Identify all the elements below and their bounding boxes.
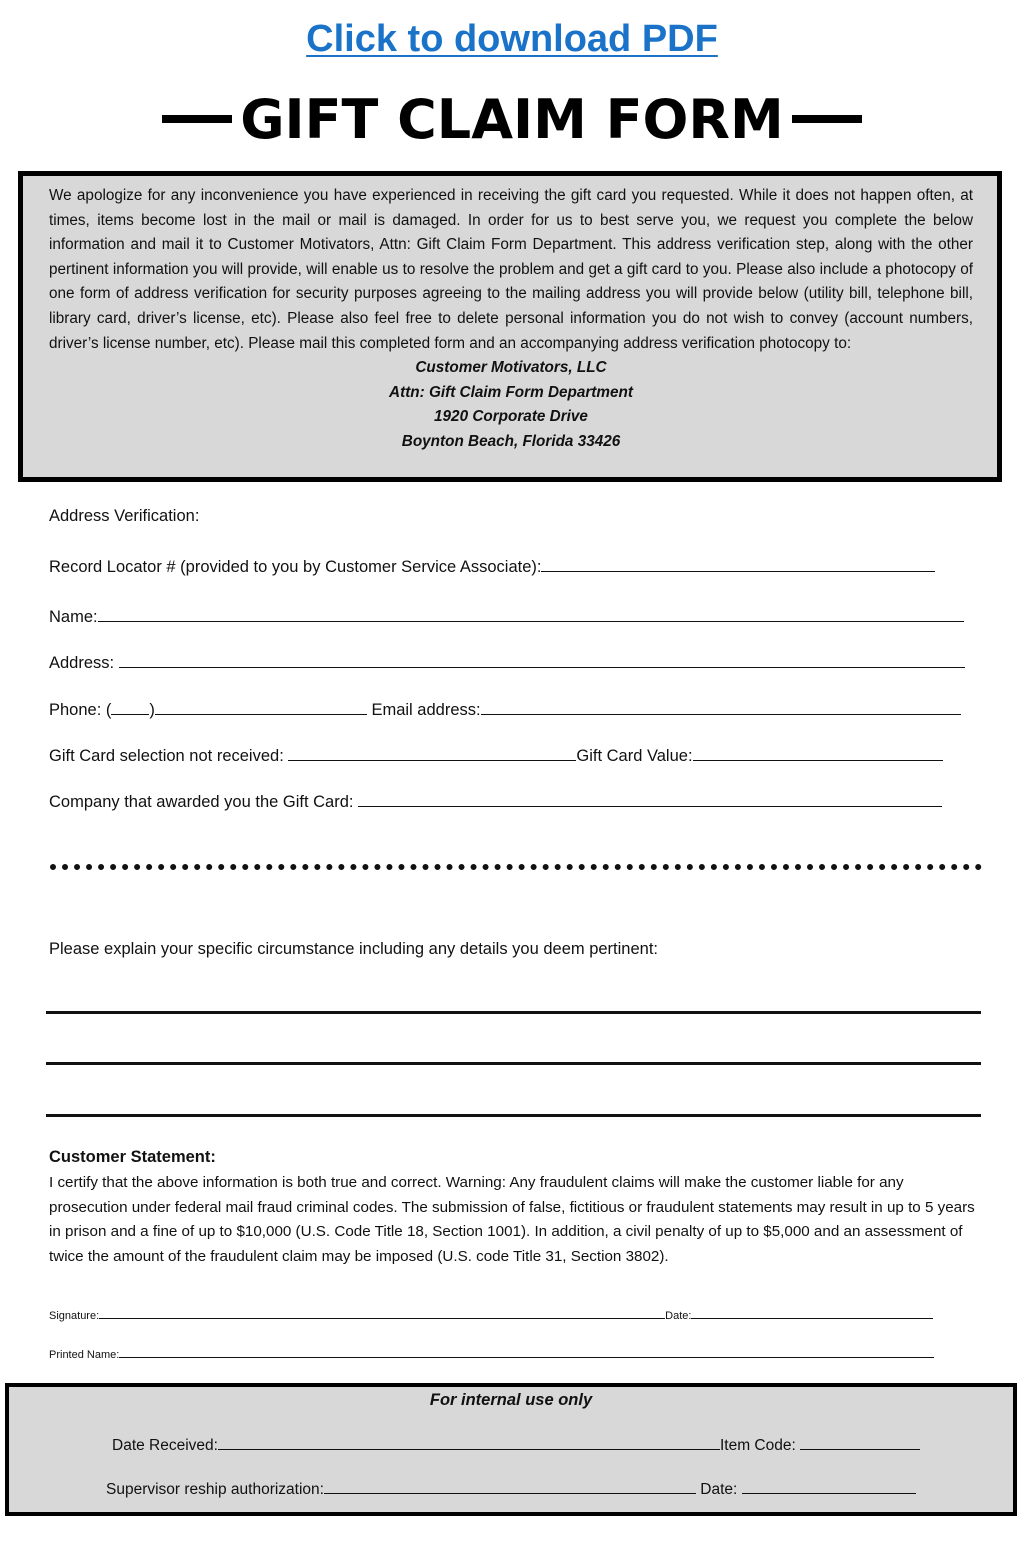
customer-statement [49,1148,979,1269]
gift-card-field [49,746,943,766]
address-company: Customer Motivators, LLC [415,359,607,377]
explain-line-3[interactable] [46,1114,981,1117]
internal-date-label: Date: [695,1481,742,1498]
item-code-label: Item Code: [719,1437,801,1454]
address-field [49,653,965,673]
address-input[interactable] [119,653,965,668]
intro-box [18,171,1002,482]
name-input[interactable] [98,607,964,622]
supervisor-input[interactable] [324,1479,696,1494]
item-code-input[interactable] [800,1435,920,1450]
internal-date-input[interactable] [742,1479,916,1494]
company-label: Company that awarded you the Gift Card: [49,793,359,811]
supervisor-row [106,1479,916,1499]
explain-line-2[interactable] [46,1062,981,1065]
gift-card-not-received-label: Gift Card selection not received: [49,747,289,765]
printed-name-label: Printed Name: [49,1349,120,1361]
signature-row [49,1309,933,1322]
internal-use-box [5,1383,1017,1516]
email-label: Email address: [366,701,481,719]
page-title: GIFT CLAIM FORM [240,87,784,151]
phone-email-field [49,700,961,720]
name-label: Name: [49,608,98,626]
address-city: Boynton Beach, Florida 33426 [401,432,621,450]
mailing-address [49,356,973,454]
signature-date-label: Date: [665,1310,692,1322]
download-pdf-link[interactable]: Click to download PDF [306,18,718,60]
signature-date-input[interactable] [691,1309,933,1319]
date-received-row [112,1435,920,1455]
date-received-label: Date Received: [112,1437,218,1454]
address-attn: Attn: Gift Claim Form Department [389,383,633,401]
company-input[interactable] [358,792,942,807]
name-field [49,607,964,627]
title-row [0,84,1024,154]
printed-name-row [49,1348,934,1361]
title-dash-right [792,115,862,123]
record-locator-field [49,557,935,577]
supervisor-label: Supervisor reship authorization: [106,1481,324,1498]
gift-card-value-label: Gift Card Value: [576,747,693,765]
date-received-input[interactable] [218,1435,720,1450]
statement-text: I certify that the above information is both true and correct. Warning: Any fraudulent claims will make the customer liable for any prosecution under federal mail fraud criminal codes. The submission of false, fictitious or fraudulent statements may result in up to 5 years in prison and a fine of up to $10,000 (U.S. Code Title 18, Section 1001). In addition, a civil penalty of up to $5,000 and an assessment of twice the amount of the fraudulent claim may be imposed (U.S. code Title 31, Section 3802). [49,1174,975,1265]
record-locator-label: Record Locator # (provided to you by Customer Service Associate): [49,558,542,576]
gift-card-value-input[interactable] [693,746,943,761]
phone-label: Phone: ( [49,701,112,719]
intro-paragraph: We apologize for any inconvenience you have experienced in receiving the gift card you requested. While it does not happen often, at times, items become lost in the mail or mail is damaged. In order for us to best serve you, we request you complete the below information and mail it to Customer Motivators, Attn: Gift Claim Form Department. This address verification step, along with the other pertinent information you will provide, will enable us to resolve the problem and get a gift card to you. Please also include a photocopy of one form of address verification for security purposes agreeing to the mailing address you will provide below (utility bill, telephone bill, library card, driver’s license, etc). Please also feel free to delete personal information you do not wish to convey (account numbers, driver’s license number, etc). Please mail this completed form and an accompanying address verification photocopy to: [49,187,973,352]
address-label: Address: [49,654,119,672]
dotted-divider [50,864,982,870]
signature-label: Signature: [49,1310,100,1322]
signature-input[interactable] [99,1309,665,1319]
explain-line-1[interactable] [46,1011,981,1014]
explain-label: Please explain your specific circumstance including any details you deem pertinent: [49,940,658,958]
company-field [49,792,942,812]
phone-paren: ) [149,701,155,719]
record-locator-input[interactable] [541,557,935,572]
address-verification-label: Address Verification: [49,507,200,525]
email-input[interactable] [481,700,961,715]
statement-heading: Customer Statement: [49,1148,216,1166]
gift-card-not-received-input[interactable] [288,746,576,761]
phone-number-input[interactable] [155,700,367,715]
title-dash-left [162,115,232,123]
printed-name-input[interactable] [119,1348,934,1358]
phone-area-code-input[interactable] [111,700,149,715]
internal-title: For internal use only [429,1391,593,1409]
address-street: 1920 Corporate Drive [434,408,588,426]
